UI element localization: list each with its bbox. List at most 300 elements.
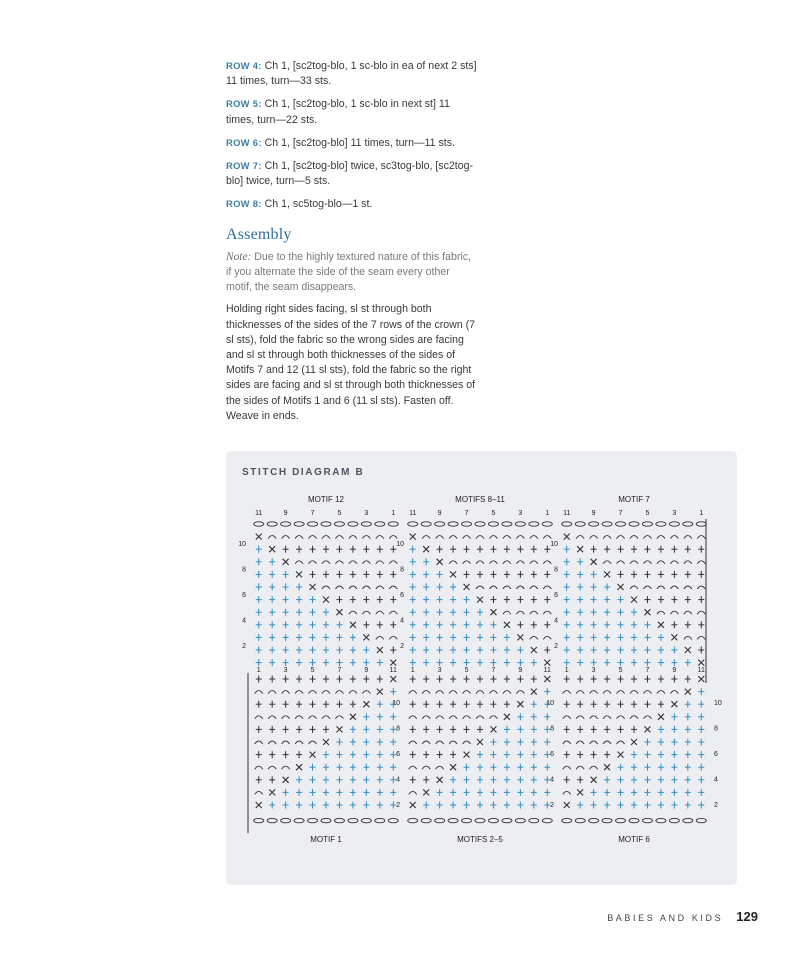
- blo-mark: [590, 766, 598, 769]
- chain-stitch: [475, 818, 485, 822]
- row-number: 10: [550, 541, 558, 548]
- chain-stitch: [408, 522, 418, 526]
- chain-stitch: [388, 522, 398, 526]
- blo-mark: [282, 536, 290, 539]
- blo-mark: [335, 691, 343, 694]
- chain-stitch: [281, 522, 291, 526]
- blo-mark: [295, 536, 303, 539]
- blo-mark: [590, 691, 598, 694]
- blo-mark: [489, 586, 497, 589]
- blo-mark: [376, 636, 384, 639]
- chain-stitch: [562, 818, 572, 822]
- blo-mark: [282, 716, 290, 719]
- blo-mark: [603, 536, 611, 539]
- blo-mark: [697, 586, 705, 589]
- blo-mark: [630, 716, 638, 719]
- blo-mark: [657, 561, 665, 564]
- stitch-diagram-panel: [226, 451, 737, 885]
- column-number: 7: [337, 667, 342, 674]
- blo-mark: [603, 716, 611, 719]
- blo-mark: [295, 691, 303, 694]
- motif-label: MOTIF 12: [307, 495, 345, 504]
- column-number: 3: [591, 667, 596, 674]
- blo-mark: [543, 636, 551, 639]
- chain-stitch: [267, 818, 277, 822]
- blo-mark: [697, 536, 705, 539]
- blo-mark: [295, 561, 303, 564]
- blo-mark: [516, 536, 524, 539]
- blo-mark: [449, 536, 457, 539]
- stitch-diagram: [226, 451, 737, 885]
- blo-mark: [476, 536, 484, 539]
- blo-mark: [576, 536, 584, 539]
- blo-mark: [530, 586, 538, 589]
- blo-mark: [670, 611, 678, 614]
- blo-mark: [630, 561, 638, 564]
- blo-mark: [309, 716, 317, 719]
- chain-stitch: [683, 818, 693, 822]
- chain-stitch: [308, 522, 318, 526]
- chain-stitch: [361, 818, 371, 822]
- blo-mark: [309, 536, 317, 539]
- assembly-heading: Assembly: [226, 225, 292, 243]
- row-text: Ch 1, sc5tog-blo—1 st.: [261, 198, 373, 211]
- chain-stitch: [435, 818, 445, 822]
- blo-mark: [643, 561, 651, 564]
- chain-stitch: [529, 818, 539, 822]
- blo-mark: [603, 741, 611, 744]
- blo-mark: [322, 536, 330, 539]
- assembly-note: [226, 250, 478, 296]
- blo-mark: [322, 586, 330, 589]
- blo-mark: [436, 766, 444, 769]
- row-number: 8: [550, 725, 554, 733]
- row-number: 8: [242, 566, 246, 574]
- row-number: 6: [400, 592, 404, 599]
- column-number: 3: [518, 510, 523, 517]
- blo-mark: [409, 766, 417, 769]
- blo-mark: [376, 586, 384, 589]
- column-number: 9: [591, 510, 596, 517]
- chain-stitch: [462, 522, 472, 526]
- blo-mark: [670, 586, 678, 589]
- chain-stitch: [321, 818, 331, 822]
- chain-stitch: [683, 522, 693, 526]
- blo-mark: [268, 691, 276, 694]
- row-text: Ch 1, [sc2tog-blo] 11 times, turn—11 sts.: [261, 136, 455, 149]
- blo-mark: [282, 691, 290, 694]
- blo-mark: [476, 561, 484, 564]
- blo-mark: [295, 741, 303, 744]
- blo-mark: [436, 691, 444, 694]
- column-number: 9: [437, 510, 442, 517]
- column-number: 3: [364, 510, 369, 517]
- blo-mark: [255, 741, 263, 744]
- chain-stitch: [348, 522, 358, 526]
- motif-label: MOTIF 1: [310, 835, 342, 844]
- blo-mark: [376, 611, 384, 614]
- column-number: 5: [310, 667, 315, 674]
- row-6-instruction: [226, 135, 478, 151]
- blo-mark: [530, 636, 538, 639]
- blo-mark: [657, 691, 665, 694]
- note-text: Due to the highly textured nature of this fabric, if you alternate the side of the seam every other motif, the seam disappears.: [226, 250, 471, 294]
- column-number: 7: [491, 667, 496, 674]
- row-text: Ch 1, [sc2tog-blo, 1 sc-blo in ea of next 2 sts] 11 times, turn—33 sts.: [226, 60, 477, 88]
- column-number: 11: [255, 510, 263, 517]
- column-number: 5: [491, 510, 496, 517]
- blo-mark: [362, 561, 370, 564]
- blo-mark: [376, 561, 384, 564]
- blo-mark: [576, 766, 584, 769]
- blo-mark: [362, 611, 370, 614]
- chain-stitch: [375, 818, 385, 822]
- blo-mark: [603, 561, 611, 564]
- blo-mark: [389, 536, 397, 539]
- motif-label: MOTIF 6: [618, 835, 650, 844]
- chain-stitch: [589, 818, 599, 822]
- blo-mark: [436, 716, 444, 719]
- row-text: Ch 1, [sc2tog-blo, 1 sc-blo in next st] 11 times, turn—22 sts.: [226, 98, 450, 126]
- blo-mark: [643, 536, 651, 539]
- chain-stitch: [515, 522, 525, 526]
- column-number: 9: [364, 667, 369, 674]
- chain-stitch: [669, 818, 679, 822]
- chain-stitch: [267, 522, 277, 526]
- blo-mark: [268, 716, 276, 719]
- blo-mark: [617, 716, 625, 719]
- blo-mark: [335, 586, 343, 589]
- chain-stitch: [575, 522, 585, 526]
- blo-mark: [643, 691, 651, 694]
- column-number: 3: [283, 667, 288, 674]
- blo-mark: [255, 691, 263, 694]
- row-number: 8: [400, 566, 404, 574]
- blo-mark: [389, 586, 397, 589]
- blo-mark: [503, 561, 511, 564]
- row-label: ROW 6:: [226, 136, 262, 148]
- blo-mark: [684, 536, 692, 539]
- column-number: 5: [645, 510, 650, 517]
- motif-label: MOTIF 7: [618, 495, 650, 504]
- row-number: 4: [550, 776, 554, 784]
- blo-mark: [684, 636, 692, 639]
- row-number: 6: [554, 592, 558, 599]
- chain-stitch: [696, 818, 706, 822]
- chain-stitch: [334, 818, 344, 822]
- chain-stitch: [348, 818, 358, 822]
- row-number: 8: [396, 725, 400, 733]
- row-number: 4: [400, 617, 404, 625]
- blo-mark: [576, 691, 584, 694]
- blo-mark: [449, 691, 457, 694]
- row-number: 4: [242, 617, 246, 625]
- chain-stitch: [488, 818, 498, 822]
- blo-mark: [335, 716, 343, 719]
- chain-stitch: [254, 522, 264, 526]
- blo-mark: [657, 536, 665, 539]
- pattern-text-column: [226, 58, 478, 431]
- blo-mark: [489, 691, 497, 694]
- column-number: 9: [518, 667, 523, 674]
- chain-stitch: [462, 818, 472, 822]
- blo-mark: [463, 716, 471, 719]
- column-number: 11: [409, 510, 417, 517]
- blo-mark: [670, 691, 678, 694]
- chain-stitch: [254, 818, 264, 822]
- chain-stitch: [421, 818, 431, 822]
- blo-mark: [684, 561, 692, 564]
- blo-mark: [684, 611, 692, 614]
- diagram-title: STITCH DIAGRAM B: [242, 467, 365, 478]
- column-number: 3: [672, 510, 677, 517]
- blo-mark: [349, 536, 357, 539]
- chain-stitch: [281, 818, 291, 822]
- blo-mark: [409, 791, 417, 794]
- row-label: ROW 5:: [226, 98, 262, 110]
- blo-mark: [463, 741, 471, 744]
- row-number: 2: [714, 802, 718, 809]
- blo-mark: [563, 741, 571, 744]
- blo-mark: [362, 536, 370, 539]
- blo-mark: [389, 561, 397, 564]
- blo-mark: [617, 691, 625, 694]
- row-number: 2: [396, 802, 400, 809]
- chain-stitch: [388, 818, 398, 822]
- blo-mark: [590, 536, 598, 539]
- chain-stitch: [475, 522, 485, 526]
- blo-mark: [476, 691, 484, 694]
- blo-mark: [295, 716, 303, 719]
- column-number: 9: [672, 667, 677, 674]
- blo-mark: [282, 741, 290, 744]
- row-number: 4: [554, 617, 558, 625]
- blo-mark: [322, 561, 330, 564]
- row-label: ROW 7:: [226, 160, 262, 172]
- blo-mark: [422, 691, 430, 694]
- row-text: Ch 1, [sc2tog-blo] twice, sc3tog-blo, [sc2tog-blo] twice, turn—5 sts.: [226, 160, 474, 188]
- blo-mark: [309, 741, 317, 744]
- chain-stitch: [616, 818, 626, 822]
- column-number: 3: [437, 667, 442, 674]
- column-number: 1: [256, 667, 261, 674]
- row-number: 10: [392, 700, 400, 707]
- row-label: ROW 4:: [226, 60, 262, 71]
- row-number: 8: [714, 725, 718, 733]
- row-number: 2: [242, 643, 246, 650]
- chain-stitch: [361, 522, 371, 526]
- chain-stitch: [669, 522, 679, 526]
- row-number: 2: [554, 643, 558, 650]
- blo-mark: [603, 691, 611, 694]
- blo-mark: [422, 766, 430, 769]
- blo-mark: [617, 536, 625, 539]
- row-number: 10: [546, 700, 554, 707]
- row-number: 8: [554, 566, 558, 574]
- blo-mark: [697, 561, 705, 564]
- blo-mark: [268, 766, 276, 769]
- blo-mark: [422, 536, 430, 539]
- blo-mark: [516, 586, 524, 589]
- row-number: 4: [714, 776, 718, 784]
- row-number: 6: [714, 751, 718, 758]
- blo-mark: [322, 691, 330, 694]
- blo-mark: [436, 536, 444, 539]
- chain-stitch: [435, 522, 445, 526]
- blo-mark: [503, 536, 511, 539]
- page-footer: [607, 909, 758, 924]
- blo-mark: [463, 691, 471, 694]
- chain-stitch: [575, 818, 585, 822]
- blo-mark: [643, 586, 651, 589]
- chain-stitch: [502, 818, 512, 822]
- column-number: 5: [618, 667, 623, 674]
- row-number: 2: [400, 643, 404, 650]
- chain-stitch: [562, 522, 572, 526]
- blo-mark: [255, 716, 263, 719]
- row-label: ROW 8:: [226, 198, 262, 210]
- blo-mark: [630, 586, 638, 589]
- row-8-instruction: [226, 196, 478, 212]
- chain-stitch: [696, 522, 706, 526]
- blo-mark: [643, 716, 651, 719]
- blo-mark: [563, 766, 571, 769]
- blo-mark: [389, 611, 397, 614]
- blo-mark: [436, 741, 444, 744]
- column-number: 11: [697, 667, 705, 674]
- blo-mark: [543, 561, 551, 564]
- row-number: 4: [396, 776, 400, 784]
- blo-mark: [268, 536, 276, 539]
- chain-stitch: [408, 818, 418, 822]
- blo-mark: [463, 561, 471, 564]
- blo-mark: [476, 586, 484, 589]
- chain-stitch: [294, 818, 304, 822]
- chain-stitch: [616, 522, 626, 526]
- row-number: 6: [550, 751, 554, 758]
- blo-mark: [335, 561, 343, 564]
- blo-mark: [543, 586, 551, 589]
- blo-mark: [463, 536, 471, 539]
- row-4-instruction: [226, 58, 478, 89]
- chain-stitch: [488, 522, 498, 526]
- chain-stitch: [529, 522, 539, 526]
- blo-mark: [630, 691, 638, 694]
- row-number: 6: [242, 592, 246, 599]
- blo-mark: [516, 561, 524, 564]
- blo-mark: [389, 636, 397, 639]
- page-number: 129: [736, 909, 758, 924]
- chain-stitch: [542, 522, 552, 526]
- blo-mark: [697, 636, 705, 639]
- column-number: 5: [464, 667, 469, 674]
- row-number: 10: [714, 700, 722, 707]
- chain-stitch: [334, 522, 344, 526]
- blo-mark: [309, 691, 317, 694]
- chain-stitch: [629, 522, 639, 526]
- blo-mark: [449, 741, 457, 744]
- row-5-instruction: [226, 96, 478, 127]
- column-number: 7: [464, 510, 469, 517]
- blo-mark: [670, 536, 678, 539]
- chain-stitch: [602, 818, 612, 822]
- blo-mark: [489, 716, 497, 719]
- motif-label: MOTIFS 8–11: [455, 495, 505, 504]
- blo-mark: [530, 561, 538, 564]
- column-number: 1: [699, 510, 704, 517]
- section-name: BABIES AND KIDS: [607, 913, 724, 923]
- motif-label: MOTIFS 2–5: [457, 835, 503, 844]
- chain-stitch: [321, 522, 331, 526]
- blo-mark: [530, 611, 538, 614]
- blo-mark: [489, 561, 497, 564]
- blo-mark: [590, 716, 598, 719]
- row-number: 6: [396, 751, 400, 758]
- blo-mark: [617, 561, 625, 564]
- column-number: 9: [283, 510, 288, 517]
- blo-mark: [543, 536, 551, 539]
- chain-stitch: [308, 818, 318, 822]
- blo-mark: [476, 716, 484, 719]
- column-number: 1: [564, 667, 569, 674]
- chain-stitch: [656, 522, 666, 526]
- blo-mark: [349, 611, 357, 614]
- assembly-body: Holding right sides facing, sl st through both thicknesses of the sides of the 7 rows of the crown (7 sl sts), fold the fabric so the wrong sides are facing and sl st through both thicknesses of the sides of Motifs 7 and 12 (11 sl sts), fold the fabric so the right sides are facing and sl st through both thicknesses of the sides of Motifs 1 and 6 (11 sl sts). Fasten off. Weave in ends.: [226, 303, 476, 422]
- blo-mark: [409, 716, 417, 719]
- note-label: Note:: [226, 250, 252, 263]
- chain-stitch: [375, 522, 385, 526]
- blo-mark: [563, 791, 571, 794]
- chain-stitch: [515, 818, 525, 822]
- blo-mark: [657, 586, 665, 589]
- blo-mark: [503, 586, 511, 589]
- blo-mark: [617, 741, 625, 744]
- chain-stitch: [589, 522, 599, 526]
- blo-mark: [255, 766, 263, 769]
- chain-stitch: [629, 818, 639, 822]
- column-number: 1: [391, 510, 396, 517]
- blo-mark: [268, 741, 276, 744]
- row-number: 10: [396, 541, 404, 548]
- column-number: 1: [410, 667, 415, 674]
- blo-mark: [409, 741, 417, 744]
- blo-mark: [503, 611, 511, 614]
- chain-stitch: [421, 522, 431, 526]
- blo-mark: [563, 716, 571, 719]
- blo-mark: [697, 611, 705, 614]
- blo-mark: [349, 561, 357, 564]
- blo-mark: [489, 536, 497, 539]
- blo-mark: [684, 586, 692, 589]
- column-number: 11: [543, 667, 551, 674]
- column-number: 7: [618, 510, 623, 517]
- blo-mark: [349, 586, 357, 589]
- chain-stitch: [642, 522, 652, 526]
- blo-mark: [409, 691, 417, 694]
- blo-mark: [449, 561, 457, 564]
- blo-mark: [349, 691, 357, 694]
- column-number: 7: [310, 510, 315, 517]
- blo-mark: [503, 691, 511, 694]
- chain-stitch: [448, 818, 458, 822]
- row-number: 2: [550, 802, 554, 809]
- chain-stitch: [294, 522, 304, 526]
- blo-mark: [309, 561, 317, 564]
- blo-mark: [670, 561, 678, 564]
- blo-mark: [449, 716, 457, 719]
- blo-mark: [362, 691, 370, 694]
- chain-stitch: [542, 818, 552, 822]
